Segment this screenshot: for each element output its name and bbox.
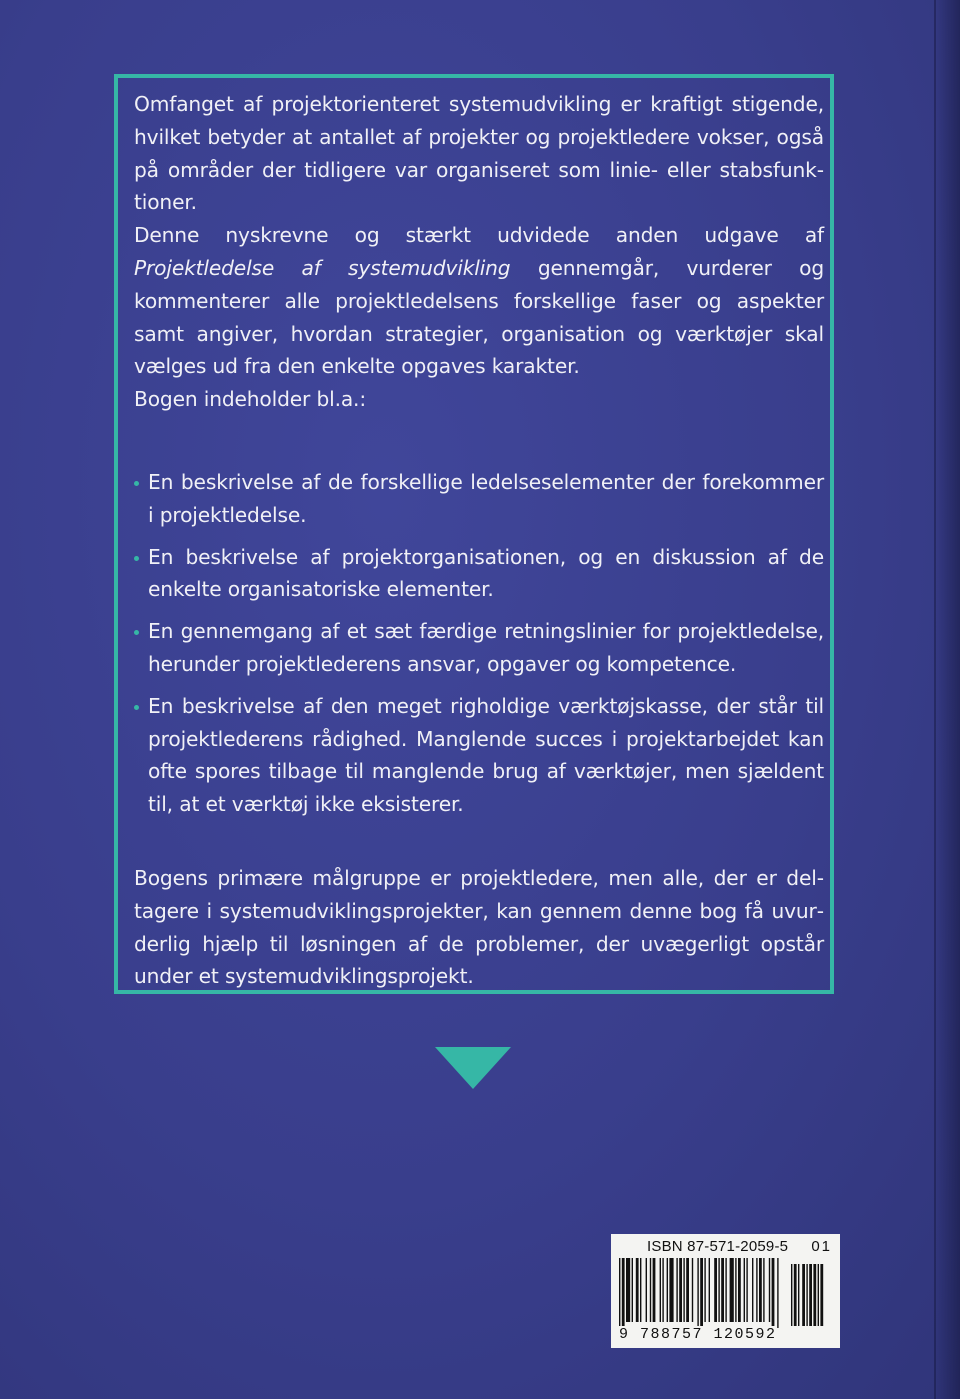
barcode-bar	[756, 1258, 757, 1322]
barcode-addon-bar	[809, 1264, 812, 1326]
triangle-down-icon	[435, 1047, 511, 1089]
barcode-bar	[752, 1258, 753, 1322]
edition-paragraph	[134, 219, 824, 383]
barcode-addon-bar	[806, 1264, 807, 1326]
list-item	[134, 541, 824, 607]
barcode-addon-bar	[820, 1264, 823, 1326]
barcode-addon-bar	[794, 1264, 797, 1326]
barcode-number: 9 788757 120592	[619, 1326, 777, 1343]
barcode-addon: 01	[811, 1238, 832, 1255]
barcode-bar	[721, 1258, 724, 1322]
back-cover-text	[134, 88, 824, 993]
barcode-bar	[662, 1258, 663, 1322]
barcode-bar	[646, 1258, 647, 1322]
contents-list	[134, 466, 824, 821]
barcode-bar	[622, 1258, 625, 1328]
barcode-bar	[683, 1258, 684, 1322]
bullet-icon	[134, 705, 139, 710]
barcode-bar	[640, 1258, 641, 1322]
contents-lead: Bogen indeholder bl.a.:	[134, 387, 366, 412]
barcode-bar	[759, 1258, 762, 1322]
barcode-bar	[725, 1258, 726, 1322]
barcode-bar	[667, 1258, 668, 1322]
barcode-bar	[636, 1258, 639, 1322]
barcode-bar	[669, 1258, 673, 1322]
edition-text-before: Denne nyskrevne og stærkt udvidede anden udgave af	[134, 223, 824, 248]
barcode-addon-bar	[813, 1264, 816, 1326]
barcode-bars	[619, 1258, 833, 1330]
barcode-bar	[697, 1258, 698, 1328]
bullet-icon	[134, 556, 139, 561]
barcode-bar	[709, 1258, 710, 1322]
barcode-bar	[763, 1258, 764, 1322]
barcode-bar	[718, 1258, 719, 1322]
barcode-bar	[744, 1258, 745, 1322]
list-item-text: En gennemgang af et sæt færdige retningslinier for projektledelse, herunder projektlederens ansvar, opgaver og kompetence.	[148, 619, 824, 676]
barcode-addon-bar	[798, 1264, 799, 1326]
list-item	[134, 615, 824, 681]
barcode-bar	[679, 1258, 682, 1322]
barcode-bar	[632, 1258, 633, 1322]
isbn-barcode	[611, 1234, 840, 1348]
bullet-icon	[134, 630, 139, 635]
intro-paragraph: Omfanget af projektorienteret systemudvikling er kraftigt stigende, hvilket betyder at antallet af projekter og projektledere vokser, også på områder der tidligere var organiseret som linie- eller stabsfunktioner.	[134, 92, 824, 215]
barcode-bar	[700, 1258, 703, 1328]
barcode-addon-bar	[818, 1264, 819, 1326]
barcode-bar	[735, 1258, 736, 1322]
barcode-bar	[692, 1258, 693, 1322]
list-item	[134, 466, 824, 532]
isbn-label: ISBN 87-571-2059-5	[647, 1238, 789, 1255]
barcode-bar	[738, 1258, 741, 1322]
barcode-bar	[619, 1258, 620, 1328]
barcode-bar	[626, 1258, 630, 1322]
edition-text-after: gennemgår, vurderer og kommenterer alle projektledelsens forskellige faser og aspekter samt angiver, hvordan strategier, organisation og værktøjer skal vælges ud fra den enkelte opgaves karakter.	[134, 255, 824, 379]
bullet-icon	[134, 481, 139, 486]
barcode-bar	[714, 1258, 717, 1322]
barcode-bar	[746, 1258, 747, 1322]
barcode-addon-bar	[791, 1264, 792, 1326]
barcode-bar	[660, 1258, 661, 1322]
list-item-text: En beskrivelse af den meget righoldige værktøjskasse, der står til projektlederens rådighed. Manglende succes i projektarbejdet kan ofte spores tilbage til manglende brug af værktøjer, men sjældent til, at et værktøj ikke eksisterer.	[148, 693, 824, 817]
book-title: Projektledelse af systemudvikling	[134, 255, 511, 280]
barcode-bar	[676, 1258, 677, 1322]
barcode-bar	[704, 1258, 705, 1322]
list-item-text: En beskrivelse af projektorganisationen, og en diskussion af de enkelte organisatoriske elementer.	[148, 544, 824, 602]
barcode-bar	[769, 1258, 770, 1322]
barcode-bar	[650, 1258, 651, 1322]
closing-paragraph: Bogens primære målgruppe er projektledere, men alle, der er deltagere i systemudviklingsprojekter, kan gennem denne bog få uvurderlig hjælp til løsningen af de problemer, der uvægerligt opstår under et systemudviklingsprojekt.	[134, 865, 824, 989]
barcode-addon-bar	[802, 1264, 805, 1326]
barcode-bar	[730, 1258, 734, 1322]
barcode-bar	[772, 1258, 775, 1328]
spine-shadow	[934, 0, 960, 1399]
barcode-bar	[777, 1258, 778, 1328]
list-item-text: En beskrivelse af de forskellige ledelseselementer der forekommer i projektledelse.	[148, 469, 824, 527]
barcode-bar	[686, 1258, 689, 1322]
list-item	[134, 690, 824, 821]
barcode-bar	[653, 1258, 656, 1322]
